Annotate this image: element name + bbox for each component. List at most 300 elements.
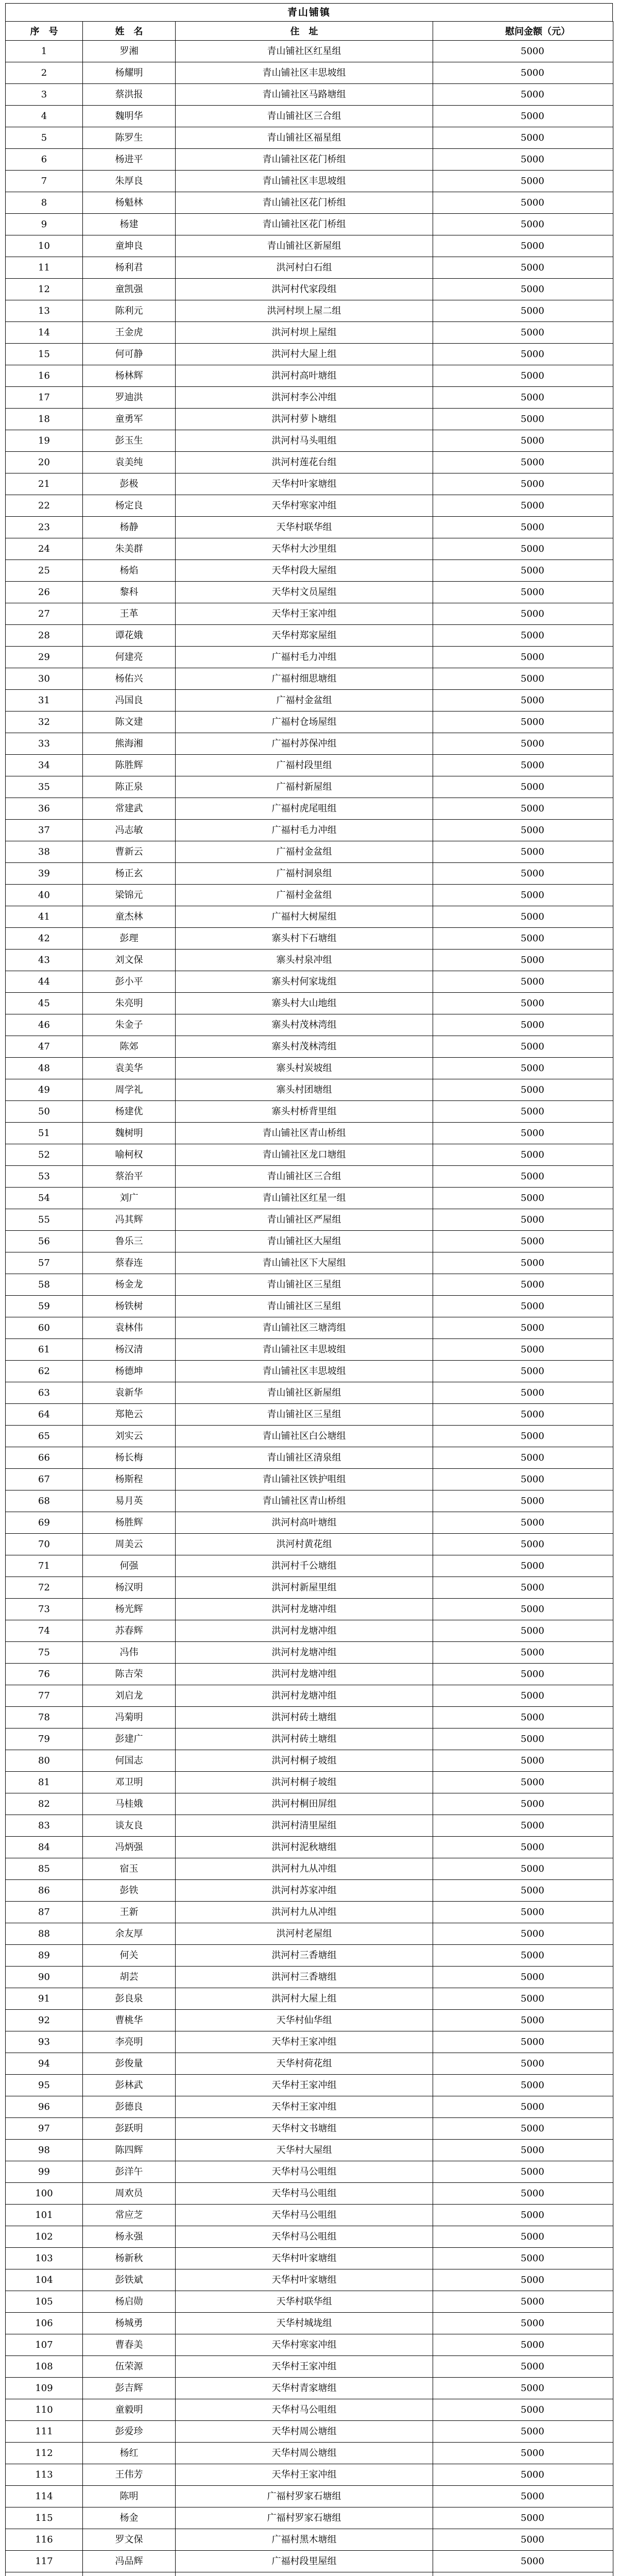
row-amount: 5000 [433, 2161, 613, 2183]
row-serial-number: 62 [6, 1361, 83, 1382]
table-row [6, 2096, 613, 2118]
table-row [6, 127, 613, 149]
row-name: 杨利君 [83, 257, 176, 279]
row-amount: 5000 [433, 841, 613, 863]
row-serial-number: 105 [6, 2291, 83, 2313]
table-row [6, 1664, 613, 1685]
row-address: 天华村叶家塘组 [176, 2269, 433, 2291]
row-address: 天华村王家冲组 [176, 2096, 433, 2118]
row-amount: 5000 [433, 2443, 613, 2464]
row-name: 常应芝 [83, 2205, 176, 2226]
table-row [6, 2421, 613, 2443]
row-address: 青山铺社区丰思坡组 [176, 1361, 433, 1382]
row-name: 谭花娥 [83, 625, 176, 647]
row-name: 曹春美 [83, 2334, 176, 2356]
row-amount: 5000 [433, 1815, 613, 1837]
row-address: 洪河村高叶塘组 [176, 365, 433, 387]
table-row [6, 387, 613, 409]
row-serial-number: 33 [6, 733, 83, 755]
row-address: 天华村段大屋组 [176, 560, 433, 582]
row-address: 洪河村龙塘冲组 [176, 1685, 433, 1707]
row-serial-number: 23 [6, 517, 83, 538]
table-row [6, 776, 613, 798]
row-serial-number: 107 [6, 2334, 83, 2356]
row-serial-number: 64 [6, 1404, 83, 1426]
row-address: 广福村金盆组 [176, 690, 433, 711]
table-body [6, 41, 613, 2576]
table-row [6, 993, 613, 1014]
table-row [6, 430, 613, 452]
row-serial-number: 104 [6, 2269, 83, 2291]
row-serial-number: 73 [6, 1599, 83, 1620]
row-address [176, 2572, 433, 2576]
row-address: 洪河村萝卜塘组 [176, 409, 433, 430]
table-row [6, 2161, 613, 2183]
row-amount: 5000 [433, 344, 613, 365]
table-row [6, 1231, 613, 1252]
row-amount: 5000 [433, 1642, 613, 1664]
table-row [6, 1490, 613, 1512]
row-name: 陈明 [83, 2486, 176, 2507]
row-address: 天华村王家冲组 [176, 2075, 433, 2096]
row-address: 青山铺社区马路塘组 [176, 84, 433, 106]
row-amount: 5000 [433, 214, 613, 235]
row-address: 广福村虎尾咀组 [176, 798, 433, 820]
row-name: 彭林武 [83, 2075, 176, 2096]
table-row [6, 950, 613, 971]
row-name: 曹新云 [83, 841, 176, 863]
row-address: 洪河村三香塘组 [176, 1945, 433, 1967]
row-amount: 5000 [433, 2399, 613, 2421]
row-amount: 5000 [433, 2031, 613, 2053]
row-serial-number: 89 [6, 1945, 83, 1967]
table-row [6, 1144, 613, 1166]
row-address: 洪河村高叶塘组 [176, 1512, 433, 1534]
row-name: 曹桃华 [83, 2010, 176, 2031]
table-row [6, 1923, 613, 1945]
row-amount: 5000 [433, 2464, 613, 2486]
row-amount: 5000 [433, 2529, 613, 2551]
row-address: 青山铺社区三星组 [176, 1274, 433, 1296]
row-name: 周学礼 [83, 1079, 176, 1101]
row-amount: 5000 [433, 257, 613, 279]
table-row [6, 2529, 613, 2551]
row-serial-number: 45 [6, 993, 83, 1014]
row-amount: 5000 [433, 1361, 613, 1382]
table-row [6, 971, 613, 993]
row-name: 袁美纯 [83, 452, 176, 473]
row-serial-number: 72 [6, 1577, 83, 1599]
table-row [6, 1902, 613, 1923]
table-row [6, 2205, 613, 2226]
row-address: 天华村联华组 [176, 517, 433, 538]
row-name: 杨德坤 [83, 1361, 176, 1382]
row-serial-number: 75 [6, 1642, 83, 1664]
row-name: 罗文保 [83, 2529, 176, 2551]
row-serial-number: 11 [6, 257, 83, 279]
row-name: 余友厚 [83, 1923, 176, 1945]
row-amount: 5000 [433, 517, 613, 538]
row-address: 青山铺社区龙口塘组 [176, 1144, 433, 1166]
row-name: 杨静 [83, 517, 176, 538]
row-amount: 5000 [433, 885, 613, 906]
row-serial-number: 91 [6, 1988, 83, 2010]
row-address: 寨头村何家垅组 [176, 971, 433, 993]
row-amount: 5000 [433, 625, 613, 647]
table-row [6, 2248, 613, 2269]
table-row [6, 1469, 613, 1490]
row-serial-number: 44 [6, 971, 83, 993]
row-name: 宿玉 [83, 1858, 176, 1880]
table-row [6, 2399, 613, 2421]
row-serial-number: 115 [6, 2507, 83, 2529]
row-address: 广福村段里组 [176, 755, 433, 776]
table-row [6, 84, 613, 106]
row-name: 何关 [83, 1945, 176, 1967]
row-amount: 5000 [433, 2421, 613, 2443]
row-amount: 5000 [433, 2507, 613, 2529]
row-serial-number: 21 [6, 473, 83, 495]
table-row [6, 711, 613, 733]
row-amount: 5000 [433, 971, 613, 993]
row-amount: 5000 [433, 1685, 613, 1707]
row-address: 广福村毛力冲组 [176, 647, 433, 668]
row-address: 寨头村桥背里组 [176, 1101, 433, 1123]
row-amount: 5000 [433, 1577, 613, 1599]
row-name: 郑艳云 [83, 1404, 176, 1426]
row-amount: 5000 [433, 473, 613, 495]
table-row [6, 1361, 613, 1382]
row-address: 广福村段里屋组 [176, 2551, 433, 2572]
row-serial-number: 109 [6, 2378, 83, 2399]
row-address: 洪河村桐子坡组 [176, 1750, 433, 1772]
table-row [6, 473, 613, 495]
row-name: 彭俊量 [83, 2053, 176, 2075]
table-row [6, 517, 613, 538]
row-serial-number: 95 [6, 2075, 83, 2096]
row-amount: 5000 [433, 1469, 613, 1490]
table-row [6, 1058, 613, 1079]
row-name: 刘启龙 [83, 1685, 176, 1707]
row-name: 杨汉清 [83, 1339, 176, 1361]
table-row [6, 2075, 613, 2096]
table-row [6, 647, 613, 668]
row-amount: 5000 [433, 452, 613, 473]
row-amount: 5000 [433, 2183, 613, 2205]
row-name: 何国志 [83, 1750, 176, 1772]
table-row [6, 1512, 613, 1534]
row-address: 青山铺社区红星组 [176, 41, 433, 62]
row-name: 彭爱珍 [83, 2421, 176, 2443]
row-serial-number: 60 [6, 1317, 83, 1339]
row-address: 广福村金盆组 [176, 841, 433, 863]
row-amount: 5000 [433, 1317, 613, 1339]
row-address: 青山铺社区严屋组 [176, 1209, 433, 1231]
table-row [6, 603, 613, 625]
row-amount: 5000 [433, 2334, 613, 2356]
row-name: 朱美群 [83, 538, 176, 560]
table-row [6, 1209, 613, 1231]
header-serial-number: 序 号 [6, 22, 83, 41]
row-serial-number: 59 [6, 1296, 83, 1317]
row-name: 杨建优 [83, 1101, 176, 1123]
row-name: 童勇军 [83, 409, 176, 430]
row-address: 天华村马公咀组 [176, 2226, 433, 2248]
row-address: 天华村周公塘组 [176, 2421, 433, 2443]
row-address: 洪河村桐田屏组 [176, 1793, 433, 1815]
table-row [6, 257, 613, 279]
row-amount: 5000 [433, 1036, 613, 1058]
row-address: 广福村细思塘组 [176, 668, 433, 690]
row-name: 冯品辉 [83, 2551, 176, 2572]
row-name: 杨林辉 [83, 365, 176, 387]
row-amount: 5000 [433, 1123, 613, 1144]
row-serial-number: 26 [6, 582, 83, 603]
row-address: 天华村马公咀组 [176, 2205, 433, 2226]
row-name: 冯国良 [83, 690, 176, 711]
row-address: 天华村郑家屋组 [176, 625, 433, 647]
row-name: 胡芸 [83, 1967, 176, 1988]
row-serial-number: 6 [6, 149, 83, 171]
table-row [6, 733, 613, 755]
row-name: 朱金子 [83, 1014, 176, 1036]
row-name: 魏明华 [83, 106, 176, 127]
table-row [6, 1426, 613, 1447]
row-amount: 5000 [433, 1664, 613, 1685]
row-serial-number: 39 [6, 863, 83, 885]
row-amount: 5000 [433, 1426, 613, 1447]
row-serial-number: 65 [6, 1426, 83, 1447]
row-amount: 5000 [433, 1902, 613, 1923]
row-amount: 5000 [433, 235, 613, 257]
row-name: 蔡春连 [83, 1252, 176, 1274]
row-amount: 5000 [433, 365, 613, 387]
row-name: 李亮明 [83, 2031, 176, 2053]
row-serial-number: 9 [6, 214, 83, 235]
row-amount: 5000 [433, 776, 613, 798]
table-row [6, 560, 613, 582]
table-row [6, 495, 613, 517]
row-amount: 5000 [433, 1967, 613, 1988]
row-serial-number: 28 [6, 625, 83, 647]
row-name: 刘实云 [83, 1426, 176, 1447]
row-address: 洪河村清里屋组 [176, 1815, 433, 1837]
row-name: 王新 [83, 1902, 176, 1923]
row-serial-number: 20 [6, 452, 83, 473]
row-name: 杨汉明 [83, 1577, 176, 1599]
row-serial-number: 31 [6, 690, 83, 711]
row-amount: 5000 [433, 41, 613, 62]
row-amount: 5000 [433, 1837, 613, 1858]
row-serial-number [6, 2572, 83, 2576]
table-row [6, 300, 613, 322]
row-serial-number: 67 [6, 1469, 83, 1490]
table-row [6, 1750, 613, 1772]
row-address: 洪河村龙塘冲组 [176, 1620, 433, 1642]
row-amount: 5000 [433, 1988, 613, 2010]
row-address: 青山铺社区青山桥组 [176, 1123, 433, 1144]
row-name: 袁美华 [83, 1058, 176, 1079]
row-serial-number: 117 [6, 2551, 83, 2572]
table-row [6, 863, 613, 885]
row-amount: 5000 [433, 2486, 613, 2507]
row-amount: 5000 [433, 1252, 613, 1274]
row-serial-number: 116 [6, 2529, 83, 2551]
row-amount: 5000 [433, 2140, 613, 2161]
row-address: 洪河村苏家冲组 [176, 1880, 433, 1902]
row-amount: 5000 [433, 2118, 613, 2140]
row-amount: 5000 [433, 1101, 613, 1123]
row-serial-number: 30 [6, 668, 83, 690]
row-address: 青山铺社区铁护咀组 [176, 1469, 433, 1490]
row-address: 青山铺社区三星组 [176, 1404, 433, 1426]
row-name: 马桂娥 [83, 1793, 176, 1815]
row-address: 青山铺社区花门桥组 [176, 214, 433, 235]
row-amount: 5000 [433, 1079, 613, 1101]
table-row [6, 2183, 613, 2205]
table-row [6, 1577, 613, 1599]
row-serial-number: 42 [6, 928, 83, 950]
row-name: 王革 [83, 603, 176, 625]
row-amount: 5000 [433, 733, 613, 755]
row-name: 彭跃明 [83, 2118, 176, 2140]
row-address: 天华村周公塘组 [176, 2443, 433, 2464]
row-name: 陈罗生 [83, 127, 176, 149]
row-address: 天华村联华组 [176, 2291, 433, 2313]
table-row [6, 1599, 613, 1620]
row-serial-number: 19 [6, 430, 83, 452]
table-row [6, 538, 613, 560]
row-serial-number: 99 [6, 2161, 83, 2183]
table-row [6, 1967, 613, 1988]
header-name: 姓 名 [83, 22, 176, 41]
row-amount: 5000 [433, 2269, 613, 2291]
row-serial-number: 78 [6, 1707, 83, 1728]
table-row [6, 1815, 613, 1837]
row-name: 鲁乐三 [83, 1231, 176, 1252]
table-row [6, 2464, 613, 2486]
row-name: 谈友良 [83, 1815, 176, 1837]
row-name: 杨新秋 [83, 2248, 176, 2269]
row-address: 寨头村大山地组 [176, 993, 433, 1014]
table-row [6, 841, 613, 863]
row-amount: 5000 [433, 582, 613, 603]
row-address: 天华村仙华组 [176, 2010, 433, 2031]
row-amount: 5000 [433, 322, 613, 344]
row-serial-number: 32 [6, 711, 83, 733]
table-row [6, 885, 613, 906]
table-row [6, 2313, 613, 2334]
table-row [6, 1837, 613, 1858]
row-serial-number: 34 [6, 755, 83, 776]
table-row [6, 2140, 613, 2161]
row-name: 彭吉辉 [83, 2378, 176, 2399]
row-serial-number: 56 [6, 1231, 83, 1252]
table-row [6, 2226, 613, 2248]
row-serial-number: 49 [6, 1079, 83, 1101]
row-name: 杨铁树 [83, 1296, 176, 1317]
row-name: 童凯强 [83, 279, 176, 300]
table-row [6, 928, 613, 950]
row-address: 广福村大树屋组 [176, 906, 433, 928]
row-amount: 5000 [433, 820, 613, 841]
row-serial-number: 74 [6, 1620, 83, 1642]
row-amount: 5000 [433, 1793, 613, 1815]
table-row [6, 2486, 613, 2507]
row-name: 陈胜辉 [83, 755, 176, 776]
row-amount: 5000 [433, 1534, 613, 1555]
row-name: 冯其辉 [83, 1209, 176, 1231]
row-serial-number: 82 [6, 1793, 83, 1815]
row-serial-number: 41 [6, 906, 83, 928]
row-address: 广福村罗家石塘组 [176, 2507, 433, 2529]
row-serial-number: 57 [6, 1252, 83, 1274]
table-row [6, 1642, 613, 1664]
row-name: 杨建 [83, 214, 176, 235]
row-address: 天华村马公咀组 [176, 2161, 433, 2183]
table-row [6, 214, 613, 235]
row-address: 洪河村龙塘冲组 [176, 1599, 433, 1620]
row-serial-number: 36 [6, 798, 83, 820]
row-address: 天华村文书塘组 [176, 2118, 433, 2140]
row-amount: 5000 [433, 863, 613, 885]
table-row [6, 582, 613, 603]
row-amount: 5000 [433, 1144, 613, 1166]
table-row [6, 235, 613, 257]
row-name: 袁新华 [83, 1382, 176, 1404]
row-address: 天华村文员屋组 [176, 582, 433, 603]
row-amount: 5000 [433, 603, 613, 625]
row-serial-number: 101 [6, 2205, 83, 2226]
row-address: 青山铺社区三合组 [176, 1166, 433, 1188]
row-serial-number: 18 [6, 409, 83, 430]
document-title: 青山铺镇 [5, 3, 613, 21]
table-row [6, 1685, 613, 1707]
row-serial-number: 70 [6, 1534, 83, 1555]
row-address: 寨头村泉冲组 [176, 950, 433, 971]
table-row [6, 1274, 613, 1296]
row-address: 青山铺社区三合组 [176, 106, 433, 127]
row-address: 洪河村大屋上组 [176, 344, 433, 365]
row-address: 洪河村老屋组 [176, 1923, 433, 1945]
row-serial-number: 58 [6, 1274, 83, 1296]
row-address: 青山铺社区清泉组 [176, 1447, 433, 1469]
table-row [6, 1620, 613, 1642]
row-amount: 5000 [433, 755, 613, 776]
row-serial-number: 10 [6, 235, 83, 257]
row-serial-number: 83 [6, 1815, 83, 1837]
row-amount: 5000 [433, 1750, 613, 1772]
table-row [6, 1036, 613, 1058]
row-amount: 5000 [433, 1772, 613, 1793]
row-address: 青山铺社区新屋组 [176, 235, 433, 257]
row-serial-number: 98 [6, 2140, 83, 2161]
table-row [6, 690, 613, 711]
row-address: 洪河村泥秋塘组 [176, 1837, 433, 1858]
row-serial-number: 85 [6, 1858, 83, 1880]
row-address: 广福村毛力冲组 [176, 820, 433, 841]
row-name: 彭洋午 [83, 2161, 176, 2183]
table-row [6, 452, 613, 473]
table-row [6, 1382, 613, 1404]
row-serial-number: 61 [6, 1339, 83, 1361]
row-name: 陈利元 [83, 300, 176, 322]
row-address: 青山铺社区花门桥组 [176, 149, 433, 171]
row-serial-number: 46 [6, 1014, 83, 1036]
row-address: 青山铺社区白公塘组 [176, 1426, 433, 1447]
row-address: 洪河村坝上屋组 [176, 322, 433, 344]
table-row [6, 149, 613, 171]
